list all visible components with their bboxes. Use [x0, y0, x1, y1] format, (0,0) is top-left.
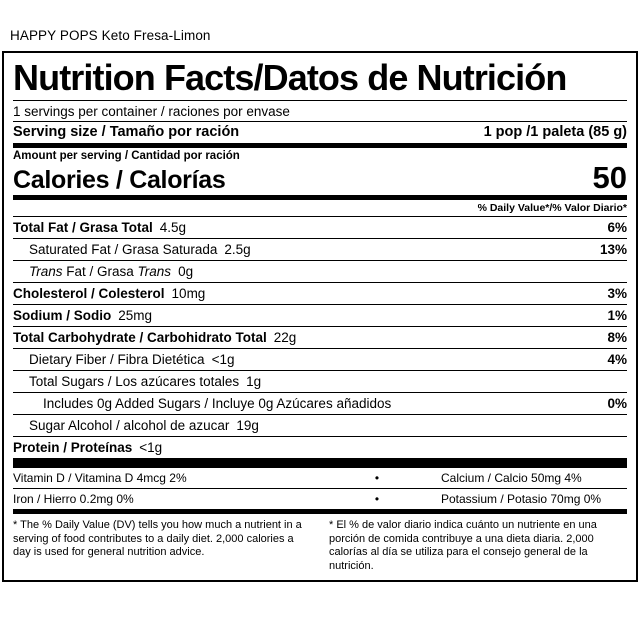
micronutrient-left: Vitamin D / Vitamina D 4mcg 2%	[13, 470, 187, 485]
divider-protein	[13, 458, 627, 468]
nutrition-facts-panel	[2, 51, 638, 582]
nutrient-left	[29, 418, 259, 433]
nutrient-left	[13, 440, 162, 455]
nutrient-name: Sodium / Sodio	[13, 307, 112, 323]
nutrient-left	[29, 374, 261, 389]
nutrient-amount: <1g	[139, 439, 163, 455]
nutrient-daily-value: 8%	[607, 329, 627, 345]
serving-size-label: Serving size / Tamaño por ración	[13, 123, 240, 140]
servings-per-container: 1 servings per container / raciones por envase	[13, 103, 290, 119]
nutrient-name: Protein / Proteínas	[13, 439, 133, 455]
nutrient-amount: 0g	[178, 263, 194, 279]
nutrient-left	[13, 220, 186, 235]
nutrient-daily-value: 0%	[607, 395, 627, 411]
daily-value-header: % Daily Value*/% Valor Diario*	[477, 201, 627, 214]
calories-row	[13, 159, 627, 195]
nutrient-amount: 4.5g	[159, 219, 187, 235]
micronutrient-right: Calcium / Calcio 50mg 4%	[441, 470, 582, 485]
footnote-spanish: * El % de valor diario indica cuánto un nutriente en una porción de comida contribuye a una dieta diaria. 2,000 calorías al día se utiliza para el consejo general de la nutrición.	[329, 518, 597, 573]
micronutrient-list	[13, 468, 627, 509]
micronutrient-row	[13, 489, 627, 509]
nutrient-amount: 10mg	[171, 285, 206, 301]
nutrient-row	[13, 437, 627, 458]
nutrient-left	[13, 286, 205, 301]
nutrient-daily-value: 1%	[607, 307, 627, 323]
nutrient-name: Total Fat / Grasa Total	[13, 219, 153, 235]
bullet-separator: •	[374, 470, 380, 485]
nutrient-amount: 2.5g	[224, 241, 251, 257]
nutrient-daily-value: 6%	[607, 219, 627, 235]
nutrient-left	[13, 308, 152, 323]
calories-value: 50	[592, 159, 627, 195]
nutrient-name: Saturated Fat / Grasa Saturada	[29, 241, 218, 257]
footnote-block	[13, 514, 627, 580]
nutrient-row	[13, 349, 627, 370]
serving-size-row	[13, 122, 627, 143]
micronutrient-right: Potassium / Potasio 70mg 0%	[441, 491, 602, 506]
nutrient-amount: 22g	[273, 329, 297, 345]
nutrient-list	[13, 217, 627, 458]
nutrient-left	[43, 396, 391, 411]
bullet-separator: •	[374, 491, 380, 506]
nutrient-row	[13, 393, 627, 414]
nutrient-name: Dietary Fiber / Fibra Dietética	[29, 351, 205, 367]
nutrient-row	[13, 415, 627, 436]
micronutrient-row	[13, 468, 627, 488]
nutrient-row	[13, 305, 627, 326]
nutrient-left	[29, 242, 251, 257]
nutrient-amount: 25mg	[118, 307, 153, 323]
nutrient-row	[13, 283, 627, 304]
footnote-english: * The % Daily Value (DV) tells you how much a nutrient in a serving of food contributes to a daily diet. 2,000 calories a day is used for general nutrition advice.	[13, 518, 302, 559]
nutrient-name: Includes 0g Added Sugars / Incluye 0g Azúcares añadidos	[43, 395, 392, 411]
nutrient-name: Total Carbohydrate / Carbohidrato Total	[13, 329, 267, 345]
nutrient-left	[29, 264, 193, 279]
nutrient-name: Sugar Alcohol / alcohol de azucar	[29, 417, 230, 433]
panel-title: Nutrition Facts/Datos de Nutrición	[13, 57, 567, 98]
nutrient-daily-value: 3%	[607, 285, 627, 301]
serving-size-value: 1 pop /1 paleta (85 g)	[483, 123, 627, 140]
nutrient-name: Trans Fat / Grasa Trans	[29, 263, 172, 279]
amount-per-serving-label: Amount per serving / Cantidad por ración	[13, 149, 240, 162]
nutrient-row	[13, 371, 627, 392]
product-name: HAPPY POPS Keto Fresa-Limon	[10, 28, 211, 43]
nutrient-left	[13, 330, 296, 345]
nutrient-row	[13, 261, 627, 282]
nutrient-amount: <1g	[211, 351, 235, 367]
nutrient-amount: 1g	[246, 373, 262, 389]
nutrient-row	[13, 327, 627, 348]
nutrient-name: Cholesterol / Colesterol	[13, 285, 165, 301]
nutrient-daily-value: 13%	[599, 241, 627, 257]
nutrient-name: Total Sugars / Los azúcares totales	[29, 373, 240, 389]
calories-label: Calories / Calorías	[13, 165, 226, 194]
nutrient-amount: 19g	[236, 417, 259, 433]
micronutrient-left: Iron / Hierro 0.2mg 0%	[13, 491, 134, 506]
nutrient-row	[13, 239, 627, 260]
nutrient-row	[13, 217, 627, 238]
nutrient-left	[29, 352, 234, 367]
nutrient-daily-value: 4%	[607, 351, 627, 367]
